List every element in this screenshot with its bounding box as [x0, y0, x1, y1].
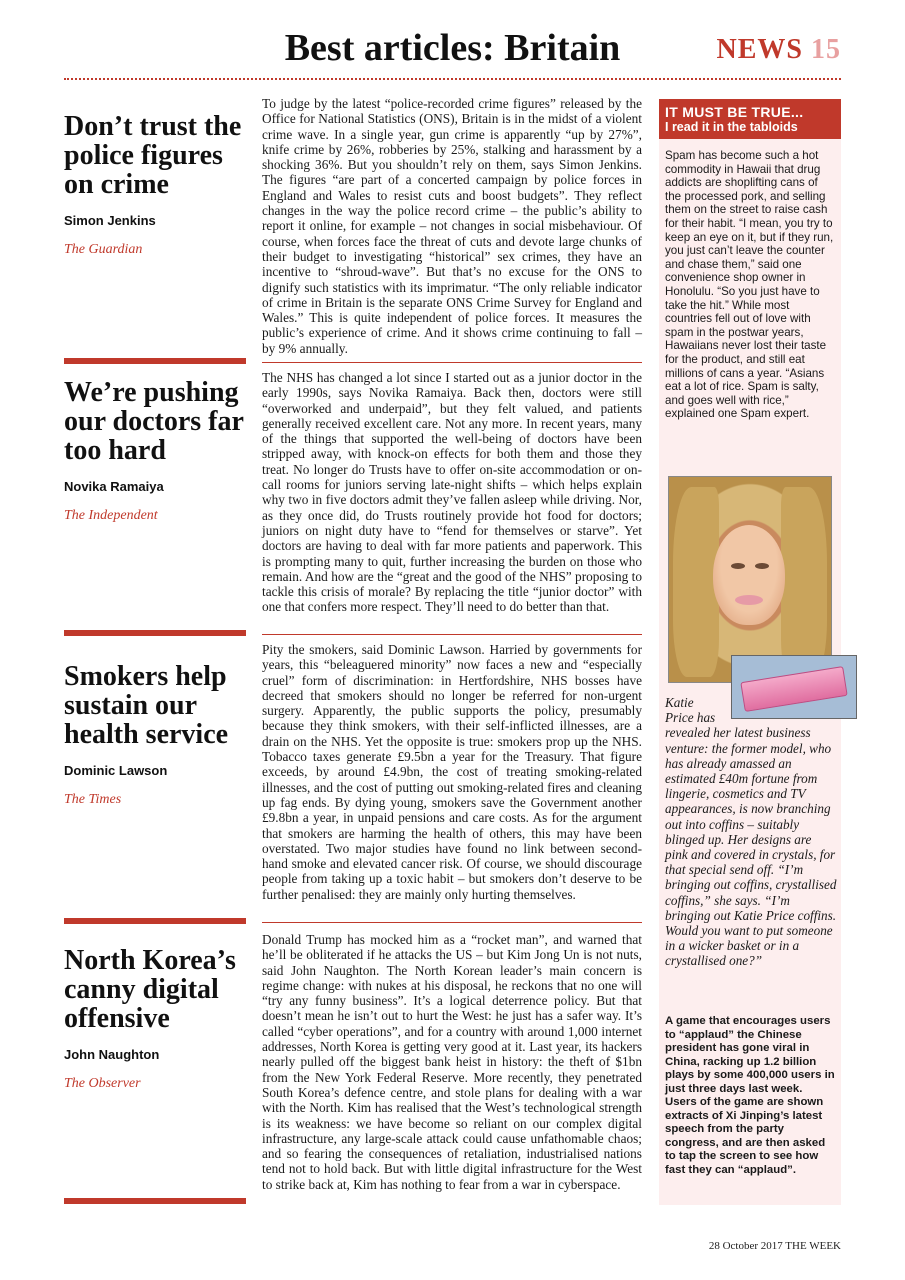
article-2-body: The NHS has changed a lot since I started out as a junior doctor in the early 1990s, says Novika Ramaiya. Back then, doctors were still “overworked and underpaid”, but they felt valued, and patients generally received excellent care. Not any more. In recent years, many of the things that supported the well-being of doctors have been stripped away, with knock-on effects for both them and those they treat. No longer do Trusts have to offer on-site accommodation or on-call rooms for juniors serving late-night shifts – which helps explain why two in five doctors admit they’ve fallen asleep while driving. Nor, as they once did, do Trusts routinely provide hot food for doctors; juniors on night duty have to “fend for themselves or starve”. Yet doctors are having to deal with far more patients and paperwork. This is prompting many to quit, further increasing the burden on those who remain. And how are the “great and the good of the NHS” proposing to tackle this crisis of morale? By replacing the title “junior doctor” with one that confers more respect. They’ll need to do better than that. [262, 370, 642, 615]
section-label [717, 34, 841, 66]
spam-story: Spam has become such a hot commodity in Hawaii that drug addicts are shoplifting cans of the processed pork, and selling them on the street to raise cash for their habit. “I mean, you try to keep an eye on it, but if they run, you just can’t leave the counter and chase them,” said one convenience shop owner in Honolulu. “So you just have to take the hit.” While most countries fell out of love with spam in the postwar years, Hawaiians never lost their taste for the product, and still eat millions of cans a year. “Asians eat a lot of rice. Spam is salty, and goes well with rice,” explained one Spam expert. [665, 149, 834, 421]
article-headline: North Korea’s canny digital offensive [64, 945, 236, 1034]
article-4-body: Donald Trump has mocked him as a “rocket man”, and warned that he’ll be obliterated if he attacks the US – but Kim Jong Un is not nuts, said John Naughton. The North Korean leader’s main concern is regime change: with nukes at his disposal, he reckons that no one will “try any funny business”. It’s a logical deterrence policy. But that doesn’t mean he isn’t out to hurt the West: he just has a safer way. It’s called “cyber operations”, and for a country with around 1,000 internet addresses, North Korea is getting very good at it. Last year, its hackers nearly pulled off the biggest bank heist in history: the theft of $1bn from the New York Federal Reserve. More recently, they penetrated South Korea’s defence centre, and stole plans for dealing with a war with the North. Kim has realised that the West’s technological strength is its weakness: we have become so reliant on our complex digital infrastructure, any large-scale attack could cause unfathomable chaos; and so fearing the consequences of retaliation, industrialised nations tend not to hold back. But with little digital infrastructure for the West to strike back at, Kim has nothing to fear from a war in cyberspace. [262, 932, 642, 1192]
article-headline: We’re pushing our doctors far too hard [64, 377, 244, 466]
article-author: Dominic Lawson [64, 763, 168, 778]
sidebar-heading [659, 99, 841, 139]
sidebar-heading-sub: I read it in the tabloids [665, 120, 798, 134]
article-2-header [64, 378, 246, 524]
article-headline: Don’t trust the police figures on crime [64, 111, 242, 200]
article-1-header [64, 112, 246, 258]
article-divider-bar [64, 918, 246, 924]
article-divider-bar [64, 358, 246, 364]
header-divider [64, 78, 841, 80]
article-author: Novika Ramaiya [64, 479, 164, 494]
article-divider-rule [262, 922, 642, 923]
photo-caption [665, 695, 837, 969]
article-divider-bar [64, 630, 246, 636]
article-author: John Naughton [64, 1047, 160, 1062]
article-3-body: Pity the smokers, said Dominic Lawson. Harried by governments for years, this “beleaguered minority” now faces a new and “especially cruel” form of discrimination: in Hertfordshire, NHS bosses have decreed that smokers should no longer be referred for non-urgent surgery. Apparently, the public supports the policy, presumably because they think smokers, with their self-inflicted illnesses, are a drain on the NHS. Yet the opposite is true: smokers prop up the NHS. Tobacco taxes generate £9.5bn a year for the Treasury. That figure exceeds, by around £4.9bn, the cost of treating smoking-related illnesses, and the cost of putting out smoking-related fires and cleaning up fag ends. By dying young, smokers save the Government another £9.8bn a year, in unpaid pensions and care costs. As for the argument that smokers are harming the health of others, this may have been overstated. Two major studies have found no link between second-hand smoke and elevated cancer risk. Of course, we should discourage people from taking up a toxic habit – but smokers don’t deserve to be further penalised: they are mainly only hurting themselves. [262, 642, 642, 902]
article-3-header [64, 662, 246, 808]
article-divider-rule [262, 362, 642, 363]
article-source: The Observer [64, 1076, 141, 1091]
game-story: A game that encourages users to “applaud” the Chinese president has gone viral in China, racking up 1.2 billion plays by some 400,000 users in just three days last week. Users of the game are shown extracts of Xi Jinping’s latest speech from the party congress, and are then asked to tap the screen to see how fast they can “applaud”. [665, 1015, 835, 1176]
article-divider-bar [64, 1198, 246, 1204]
article-source: The Times [64, 792, 122, 807]
photo-caption-text: Katie Price has revealed her latest business venture: the former model, who has already amassed an estimated £40m fortune from lingerie, cosmetics and TV appearances, is now branching out into coffins – suitably blinged up. Her designs are pink and covered in crystals, for that special send off. “I’m bringing out coffins, crystallised coffins,” she says. “I’m bringing out Katie Price coffins. Would you want to put someone in a wicker basket or in a crystallised one?” [665, 695, 837, 969]
article-source: The Guardian [64, 242, 143, 257]
article-source: The Independent [64, 508, 158, 523]
section-name: NEWS [716, 34, 803, 65]
page-title: Best articles: Britain [284, 27, 621, 69]
sidebar-heading-main: IT MUST BE TRUE... [665, 104, 804, 120]
tabloid-sidebar [659, 99, 841, 1205]
article-author: Simon Jenkins [64, 213, 156, 228]
page-footer: 28 October 2017 THE WEEK [708, 1240, 841, 1252]
page-number: 15 [811, 34, 841, 65]
article-1-body: To judge by the latest “police-recorded crime figures” released by the Office for National Statistics (ONS), Britain is in the midst of a violent crime wave. In a single year, gun crime is apparently “up by 27%”, knife crime by 26%, robberies by 25%, stalking and harassment by a shocking 36%. But you shouldn’t rely on them, says Simon Jenkins. The figures “are part of a concerted campaign by police forces in England and Wales to resist cuts and boost budgets”. They reflect changes in the way the police record crime – the public’s ability to report it online, for example – not changes in social misbehaviour. Of course, when forces face the threat of cuts and devote large chunks of their budget to investigating “historical” sex crimes, they have an incentive to “shroud-wave”. But that’s no excuse for the ONS to dignify such statistics with its imprimatur. “The only reliable indicator of crime in Britain is the separate ONS Crime Survey for England and Wales.” This is quite independent of police forces. It measures the public’s experience of crime. And it shows crime continuing to fall – by 9% annually. [262, 96, 642, 356]
article-divider-rule [262, 634, 642, 635]
katie-price-photo [668, 476, 832, 683]
article-4-header [64, 946, 246, 1092]
article-headline: Smokers help sustain our health service [64, 661, 229, 750]
